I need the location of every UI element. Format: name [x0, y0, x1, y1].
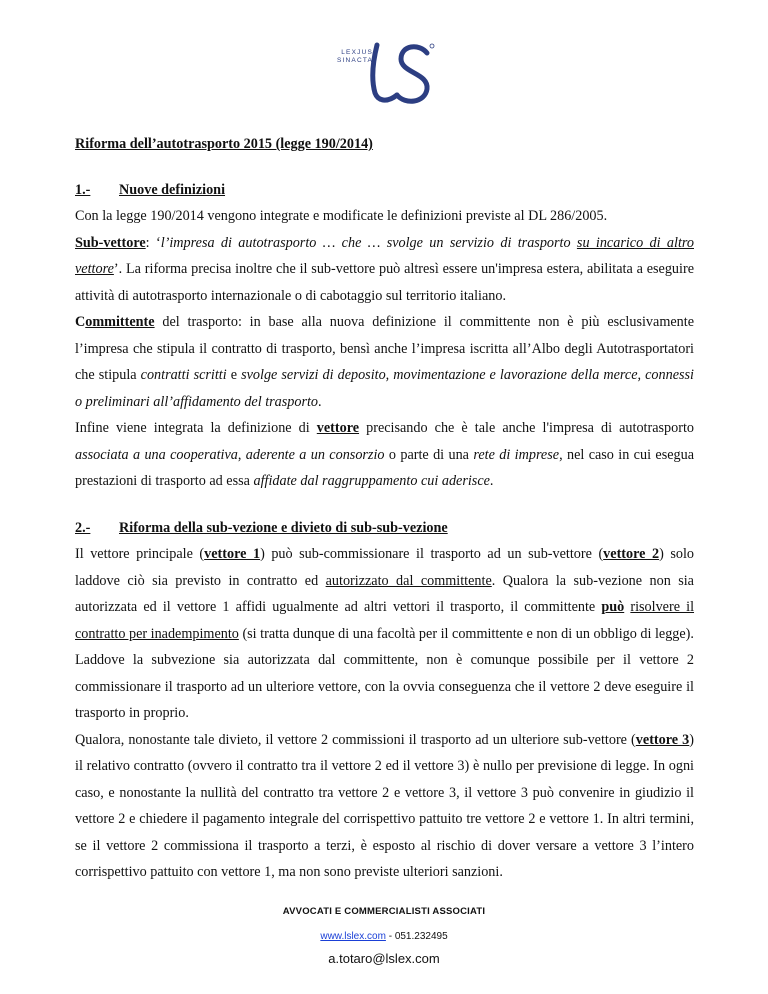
section1-paragraph4: Infine viene integrata la definizione di vettore precisando che è tale anche l'impresa di autotrasporto associata a una cooperativa, aderente a un consorzio o parte di una rete di imprese, nel caso in cui esegua prestazioni di trasporto ad essa affidate dal raggruppamento cui aderisce. [75, 420, 694, 489]
section1-number: 1.- [75, 181, 91, 198]
section1-paragraph1: Con la legge 190/2014 vengono integrate e modificate le definizioni previste al DL 286/2005. [75, 208, 608, 224]
section2-paragraph3: Qualora, nonostante tale divieto, il vettore 2 commissioni il trasporto ad un ulteriore sub-vettore (vettore 3) il relativo contratto (ovvero il contratto tra il vettore 2 ed il vettore 3) è nullo per previsione di legge. In ogni caso, e nonostante la nullità del contratto tra vettore 2 e vettore 3, il vettore 3 può convenire in giudizio il vettore 2 e chiedere il pagamento integrale del corrispettivo pattuito tre vettore 2 e vettore 1. In altri termini, se il vettore 2 commissiona il trasporto a terzi, è esposto al rischio di dover versare a vettore 3 l’intero corrispettivo pattuito con vettore 1, ma non sono previste ulteriori sanzioni. [75, 731, 694, 880]
document-body [75, 125, 694, 886]
footer-firm-name: AVVOCATI E COMMERCIALISTI ASSOCIATI [282, 906, 486, 917]
footer-contacts: www.lslex.com - 051.232495 [320, 931, 448, 942]
ls-monogram-icon [367, 37, 439, 107]
section1-heading [75, 177, 694, 204]
phone-number: 051.232495 [394, 931, 448, 942]
term-committente: ommittente [85, 314, 155, 330]
section2-paragraph2: Laddove la subvezione sia autorizzata dal committente, non è comunque possibile per il vettore 2 commissionare il trasporto ad un ulteriore vettore, con la ovvia conseguenza che il vettore 2 deve eseguire il trasporto in proprio. [75, 652, 694, 721]
term-sub-vettore: Sub-vettore [75, 234, 146, 251]
logo-word-sinacta: SINACTA [337, 57, 374, 64]
logo-word-lexjus: LEXJUS [341, 49, 373, 56]
section2-number: 2.- [75, 519, 91, 536]
footer-email[interactable]: a.totaro@lslex.com [328, 951, 440, 966]
firm-logo [337, 37, 447, 107]
website-link[interactable]: www.lslex.com [320, 931, 386, 942]
section1-paragraph3: Committente del trasporto: in base alla nuova definizione il committente non è più esclusivamente l’impresa che stipula il contratto di trasporto, bensì anche l’impresa iscritta all’Albo degli Autotrasportatori che stipula contratti scritti e svolge servizi di deposito, movimentazione e lavorazione della merce, connessi o preliminari all’affidamento del trasporto. [75, 314, 694, 410]
section1-paragraph2: Sub-vettore: ‘l’impresa di autotrasporto … che … svolge un servizio di trasporto su incarico di altro vettore’. La riforma precisa inoltre che il sub-vettore può altresì essere un'impresa estera, abilitata a eseguire attività di autotrasporto internazionale o di cabotaggio sul territorio italiano. [75, 234, 694, 304]
section1-title: Nuove definizioni [119, 181, 226, 198]
document-title: Riforma dell’autotrasporto 2015 (legge 190/2014) [75, 136, 373, 152]
term-vettore: vettore [316, 420, 360, 436]
section2-title: Riforma della sub-vezione e divieto di sub-sub-vezione [119, 519, 448, 536]
section2-heading [75, 515, 694, 542]
section2-paragraph1: Il vettore principale (vettore 1) può sub-commissionare il trasporto ad un sub-vettore (vettore 2) solo laddove ciò sia previsto in contratto ed autorizzato dal committente. Qualora la sub-vezione non sia autorizzata ed il vettore 1 affidi ugualmente ad altri vettori il trasporto, il committente può risolvere il contratto per inadempimento (si tratta dunque di una facoltà per il committente e non di un obbligo di legge). [75, 546, 695, 642]
